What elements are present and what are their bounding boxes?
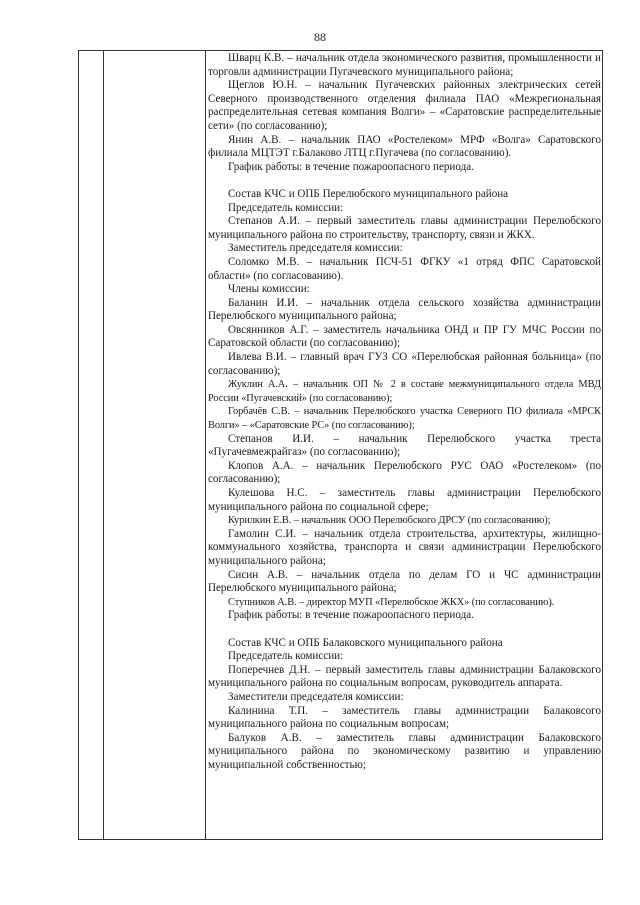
paragraph: Овсянников А.Г. – заместитель начальника ОНД и ПР ГУ МЧС России по Саратовской области (по согласованию); bbox=[208, 323, 601, 350]
paragraph: Кулешова Н.С. – заместитель главы администрации Перелюбского муниципального района по социальной сфере; bbox=[208, 487, 601, 513]
paragraph: Курилкин Е.В. – начальник ООО Перелюбского ДРСУ (по согласованию); bbox=[228, 515, 551, 527]
paragraph: Соломко М.В. – начальник ПСЧ-51 ФГКУ «1 отряд ФПС Саратовской области» (по согласованию). bbox=[208, 255, 601, 282]
paragraph: Клопов А.А. – начальник Перелюбского РУС ОАО «Ростелеком» (по согласованию); bbox=[208, 459, 601, 486]
paragraph: Баланин И.И. – начальник отдела сельского хозяйства администрации Перелюбского муниципального района; bbox=[208, 296, 601, 323]
paragraph: Гамолин С.И. – начальник отдела строительства, архитектуры, жилищно-коммунального хозяйства, транспорта и связи администрации Перелюбского муниципального района; bbox=[208, 527, 601, 567]
column-divider-1 bbox=[103, 51, 104, 839]
paragraph: Калинина Т.П. – заместитель главы администрации Балаковсого муниципального района по социальным вопросам; bbox=[208, 704, 601, 731]
paragraph: Щеглов Ю.Н. – начальник Пугачевских районных электрических сетей Северного производственного отделения филиала ПАО «Межрегиональная распределительная сетевая компания Волги» – «Саратовские распределительные сети» (по согласованию); bbox=[208, 79, 601, 132]
paragraph: Заместители председателя комиссии: bbox=[228, 690, 404, 703]
paragraph: Председатель комиссии: bbox=[228, 650, 344, 663]
paragraph: Председатель комиссии: bbox=[228, 201, 344, 214]
paragraph: Поперечнев Д.Н. – первый заместитель главы администрации Балаковского муниципального района по социальным вопросам, руководитель аппарата. bbox=[208, 663, 601, 690]
paragraph: Состав КЧС и ОПБ Перелюбского муниципального района bbox=[228, 187, 509, 200]
paragraph: Заместитель председателя комиссии: bbox=[228, 242, 403, 255]
paragraph-spacer bbox=[208, 623, 601, 637]
paragraph: Ступников А.В. – директор МУП «Перелюбское ЖКХ» (по согласованию). bbox=[228, 596, 555, 608]
paragraph: Ивлева В.И. – главный врач ГУЗ СО «Перелюбская районная больница» (по согласованию); bbox=[208, 351, 601, 377]
commission-text-column bbox=[208, 52, 601, 772]
paragraph: Степанов А.И. – первый заместитель главы администрации Перелюбского муниципального района по строительству, транспорту, связи и ЖКХ. bbox=[208, 215, 601, 241]
paragraph-spacer bbox=[208, 174, 601, 188]
column-divider-2 bbox=[205, 51, 206, 839]
paragraph: Состав КЧС и ОПБ Балаковского муниципального района bbox=[228, 636, 503, 649]
paragraph: Сисин А.В. – начальник отдела по делам ГО и ЧС администрации Перелюбского муниципального района; bbox=[208, 568, 601, 595]
paragraph: График работы: в течение пожароопасного периода. bbox=[228, 609, 474, 622]
paragraph: Жуклин А.А. – начальник ОП № 2 в составе межмуниципального отдела МВД России «Пугачевский» (по согласованию); bbox=[208, 379, 601, 404]
paragraph: Балуков А.В. – заместитель главы администрации Балаковского муниципального района по экономическому развитию и управлению муниципальной собственностью; bbox=[208, 731, 601, 771]
paragraph: Горбачёв С.В. – начальник Перелюбского участка Северного ПО филиала «МРСК Волги» – «Саратовские РС» (по согласованию); bbox=[208, 406, 601, 432]
paragraph: Янин А.В. – начальник ПАО «Ростелеком» МРФ «Волга» Саратовского филиала МЦТЭТ г.Балаково ЛТЦ г.Пугачева (по согласованию). bbox=[208, 133, 601, 160]
paragraph: График работы: в течение пожароопасного периода. bbox=[228, 160, 474, 173]
paragraph: Степанов И.И. – начальник Перелюбского участка треста «Пугачевмежрайгаз» (по согласованию); bbox=[208, 432, 601, 459]
paragraph: Шварц К.В. – начальник отдела экономического развития, промышленности и торговли администрации Пугачевского муниципального района; bbox=[208, 52, 601, 78]
paragraph: Члены комиссии: bbox=[228, 283, 310, 296]
page-number: 88 bbox=[314, 30, 326, 44]
